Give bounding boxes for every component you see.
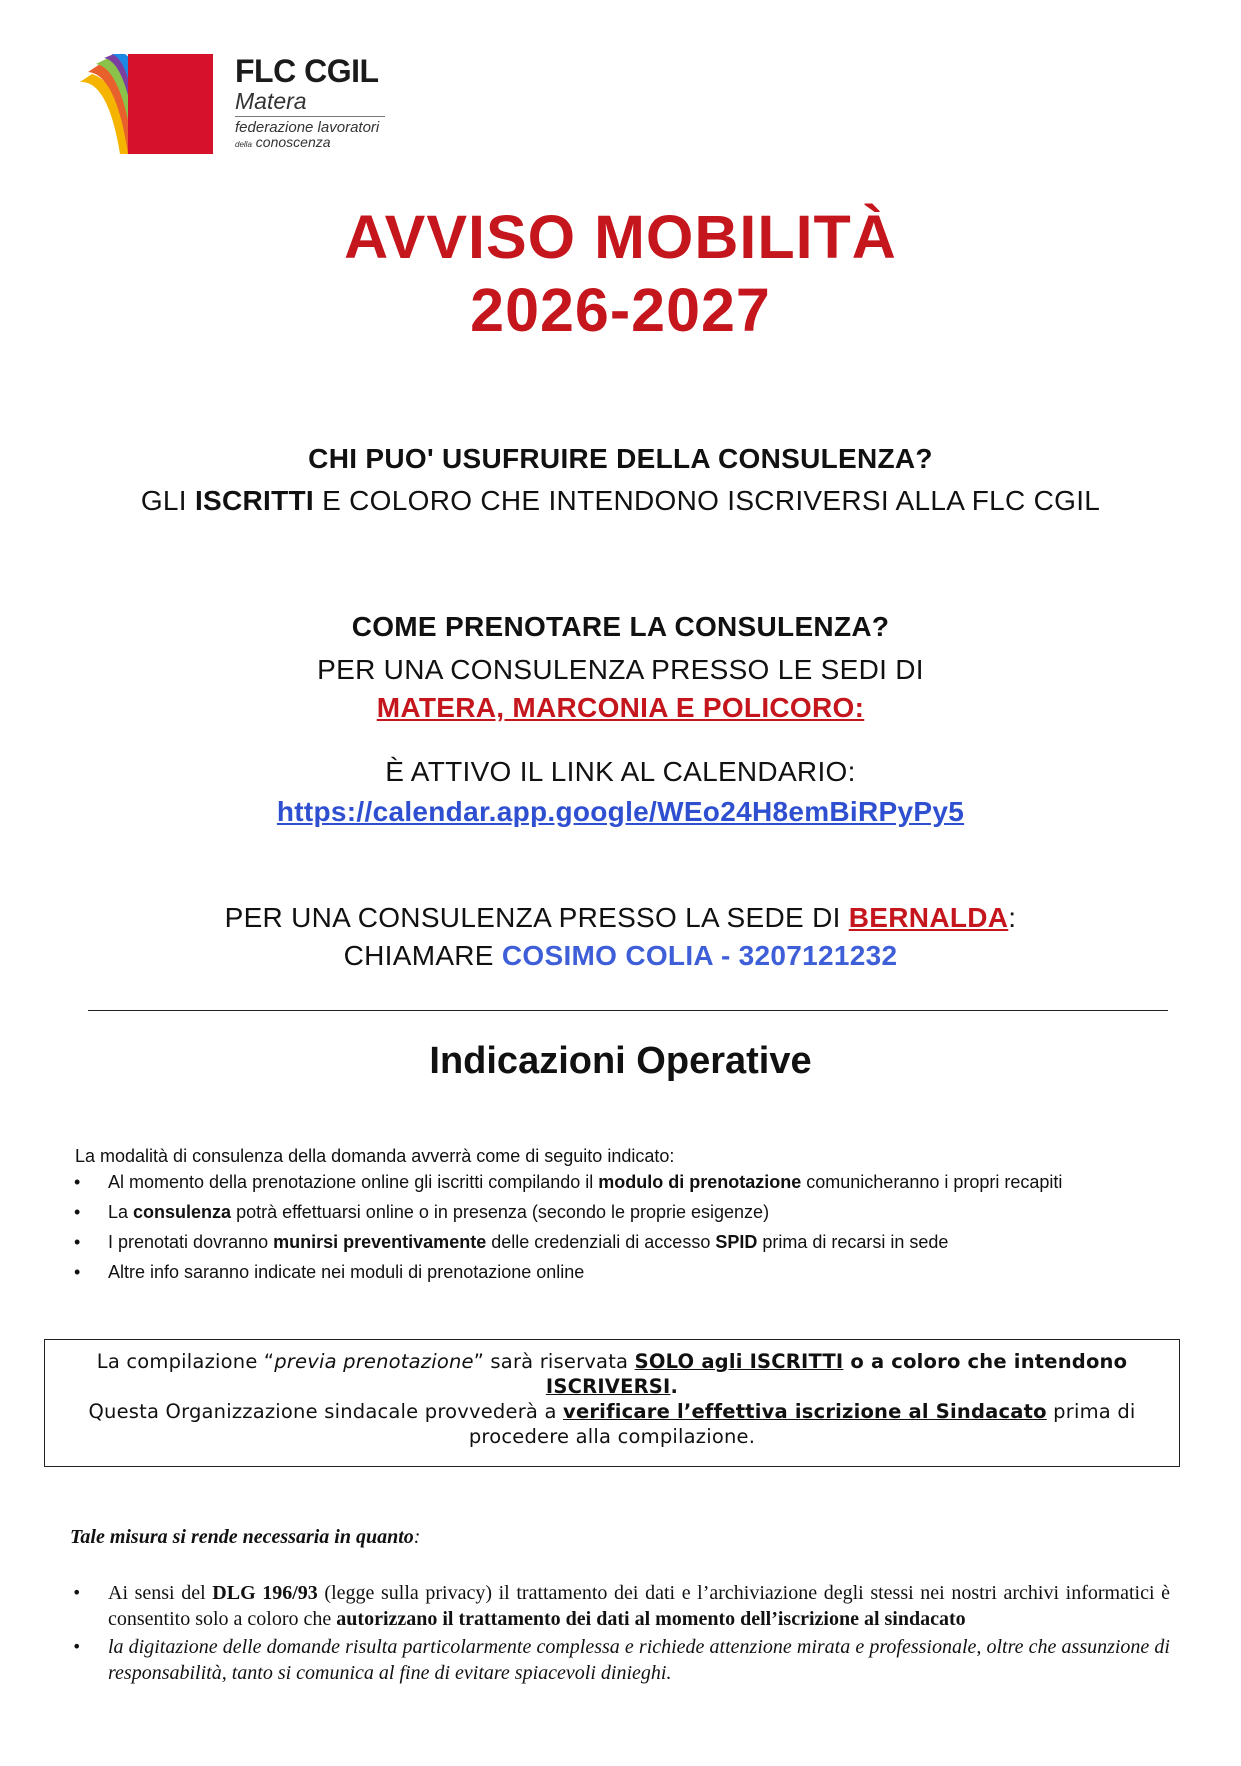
how-question: COME PRENOTARE LA CONSULENZA? [351,611,890,642]
measure-intro [70,1526,420,1549]
bernalda-place: BERNALDA [848,902,1009,933]
how-calendar-text: È ATTIVO IL LINK AL CALENDARIO: [385,756,856,787]
how-line1: PER UNA CONSULENZA PRESSO LE SEDI DI [317,654,924,685]
who-answer [0,485,1241,517]
list-item [70,1231,1170,1253]
flc-cgil-logo [78,54,408,159]
notice-text: prima di procedere alla compilazione. [468,1400,1136,1448]
bullet-text: I prenotati dovranno [108,1232,274,1252]
notice-text: Questa Organizzazione sindacale provvederà a [88,1400,564,1423]
notice-bold-underlined: ISCRIVERSI [545,1375,671,1398]
list-item [70,1171,1170,1193]
bullet-bold: consulenza [133,1202,232,1222]
page-title-line2: 2026-2027 [470,276,771,344]
who-answer-post: E COLORO CHE INTENDONO ISCRIVERSI ALLA FLC CGIL [314,485,1101,516]
bullet-text: prima di recarsi in sede [757,1232,949,1252]
logo-text [235,54,385,152]
logo-federation-line1: federazione lavoratori [235,119,380,136]
list-item [70,1580,1170,1632]
bullet-icon: • [72,1583,82,1602]
notice-box [44,1339,1180,1467]
bullet-bold: modulo di prenotazione [598,1172,802,1192]
calendar-link-line [0,796,1241,828]
call-pre: CHIAMARE [343,940,502,971]
who-answer-bold: ISCRITTI [194,485,315,516]
bullet-text: Altre info saranno indicate nei moduli di prenotazione online [108,1262,585,1282]
section-heading: Indicazioni Operative [429,1040,812,1082]
measure-bold: autorizzano il trattamento dei dati al momento dell’iscrizione al sindacato [336,1608,966,1630]
measure-italic: la digitazione delle domande risulta particolarmente complessa e richiede attenzione mirata e professionale, oltre che assunzione di responsabilità, tanto si comunica al fine di evitare spiacevoli dinieghi. [108,1636,1170,1684]
section-divider [88,1010,1168,1011]
operative-bullet-list [70,1171,1170,1291]
bernalda-post: : [1008,902,1017,933]
bullet-bold: munirsi preventivamente [273,1232,487,1252]
bullet-icon: • [74,1232,81,1252]
call-contact[interactable]: COSIMO COLIA - 3207121232 [501,940,898,971]
logo-city: Matera [235,88,307,114]
logo-mark-icon [78,54,213,154]
measure-intro-text: Tale misura si rende necessaria in quanto [70,1526,414,1548]
intro-text: La modalità di consulenza della domanda avverrà come di seguito indicato: [75,1146,675,1166]
notice-bold-underlined: SOLO agli ISCRITTI [634,1350,844,1373]
bullet-icon: • [74,1172,81,1192]
list-item [70,1261,1170,1283]
logo-federation-line2 [235,135,385,152]
notice-bold: o a coloro che intendono [843,1350,1128,1373]
bullet-icon: • [74,1262,81,1282]
bullet-text: La [108,1202,134,1222]
notice-paragraph-1 [65,1349,1159,1399]
bullet-bold: SPID [715,1232,758,1252]
notice-text: La compilazione “ [96,1350,275,1373]
page-title-line1: AVVISO MOBILITÀ [344,203,897,271]
measure-list [70,1580,1170,1688]
bullet-icon: • [74,1202,81,1222]
measure-bold: DLG 196/93 [212,1582,318,1604]
calendar-link[interactable]: https://calendar.app.google/WEo24H8emBiRPyPy5 [276,796,965,827]
logo-rule [235,116,385,117]
notice-paragraph-2 [65,1399,1159,1449]
notice-text: ” sarà riservata [473,1350,635,1373]
logo-conoscenza: conoscenza [255,134,331,150]
notice-italic: previa prenotazione [274,1350,474,1373]
measure-text: (legge sulla privacy) il trattamento dei dati e l’archiviazione degli stessi nei nostri archivi informatici è consentito solo a coloro che [108,1582,1170,1630]
who-question: CHI PUO' USUFRUIRE DELLA CONSULENZA? [308,443,933,474]
how-locations: MATERA, MARCONIA E POLICORO: [376,692,865,723]
measure-text: Ai sensi del [108,1582,213,1604]
logo-della: della [235,140,252,149]
bernalda-pre: PER UNA CONSULENZA PRESSO LA SEDE DI [224,902,849,933]
bernalda-line [0,902,1241,934]
bullet-icon: • [72,1637,82,1656]
bullet-text: delle credenziali di accesso [486,1232,716,1252]
notice-bold-underlined: verificare l’effettiva iscrizione al Sindacato [563,1400,1047,1423]
notice-bold: . [670,1375,679,1398]
who-answer-pre: GLI [140,485,195,516]
call-line [0,940,1241,972]
list-item [70,1201,1170,1223]
logo-title: FLC CGIL [235,53,379,89]
bullet-text: Al momento della prenotazione online gli iscritti compilando il [108,1172,599,1192]
how-locations-line [0,692,1241,724]
bullet-text: potrà effettuarsi online o in presenza (secondo le proprie esigenze) [231,1202,770,1222]
measure-intro-colon: : [413,1526,421,1548]
bullet-text: comunicheranno i propri recapiti [801,1172,1063,1192]
list-item [70,1634,1170,1686]
